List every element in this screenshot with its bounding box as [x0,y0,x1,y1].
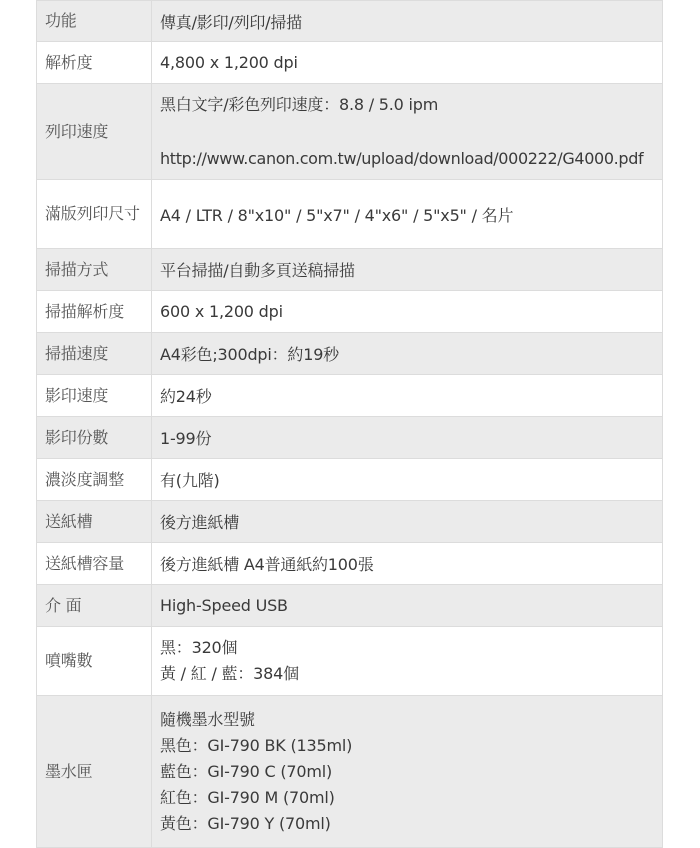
row-value: 平台掃描/自動多頁送稿掃描 [152,249,663,291]
row-value: 約24秒 [152,375,663,417]
table-row [37,1,663,42]
row-value: A4 / LTR / 8"x10" / 5"x7" / 4"x6" / 5"x5" / 名片 [152,180,663,249]
value-line: 紅色：GI-790 M (70ml) [160,787,335,807]
table-row [37,417,663,459]
table-row [37,291,663,333]
value-line: 隨機墨水型號 [160,709,255,729]
value-line: 黃色：GI-790 Y (70ml) [160,813,331,833]
table-row [37,543,663,585]
row-label: 墨水匣 [37,696,152,848]
row-label: 解析度 [37,42,152,84]
row-value [152,627,663,696]
row-label: 噴嘴數 [37,627,152,696]
value-line: 藍色：GI-790 C (70ml) [160,761,333,781]
row-label: 濃淡度調整 [37,459,152,501]
table-row [37,375,663,417]
value-line: 黑色：GI-790 BK (135ml) [160,735,353,755]
table-row [37,501,663,543]
value-line: 黃 / 紅 / 藍：384個 [160,664,299,683]
row-value: 後方進紙槽 A4普通紙約100張 [152,543,663,585]
spec-table [36,0,663,848]
table-row [37,42,663,84]
table-row [37,333,663,375]
table-row [37,249,663,291]
row-value: 4,800 x 1,200 dpi [152,42,663,84]
download-link[interactable]: http://www.canon.com.tw/upload/download/000222/G4000.pdf [160,148,644,168]
row-value: High-Speed USB [152,585,663,627]
table-row [37,585,663,627]
table-row [37,696,663,848]
row-value [152,84,663,180]
row-value: A4彩色;300dpi：約19秒 [152,333,663,375]
row-label: 影印速度 [37,375,152,417]
row-value: 後方進紙槽 [152,501,663,543]
row-label: 列印速度 [37,84,152,180]
row-label: 影印份數 [37,417,152,459]
row-label: 掃描解析度 [37,291,152,333]
row-value: 600 x 1,200 dpi [152,291,663,333]
row-value: 傳真/影印/列印/掃描 [152,1,663,42]
table-row [37,180,663,249]
row-label: 送紙槽容量 [37,543,152,585]
row-label: 送紙槽 [37,501,152,543]
row-label: 掃描方式 [37,249,152,291]
table-row [37,459,663,501]
table-row [37,84,663,180]
row-value: 1-99份 [152,417,663,459]
value-line: 黑白文字/彩色列印速度：8.8 / 5.0 ipm [160,94,439,114]
row-label: 功能 [37,1,152,42]
row-label: 掃描速度 [37,333,152,375]
row-label: 介 面 [37,585,152,627]
row-value [152,696,663,848]
table-row [37,627,663,696]
value-line: 黑：320個 [160,638,238,657]
row-label: 滿版列印尺寸 [37,180,152,249]
row-value: 有(九階) [152,459,663,501]
